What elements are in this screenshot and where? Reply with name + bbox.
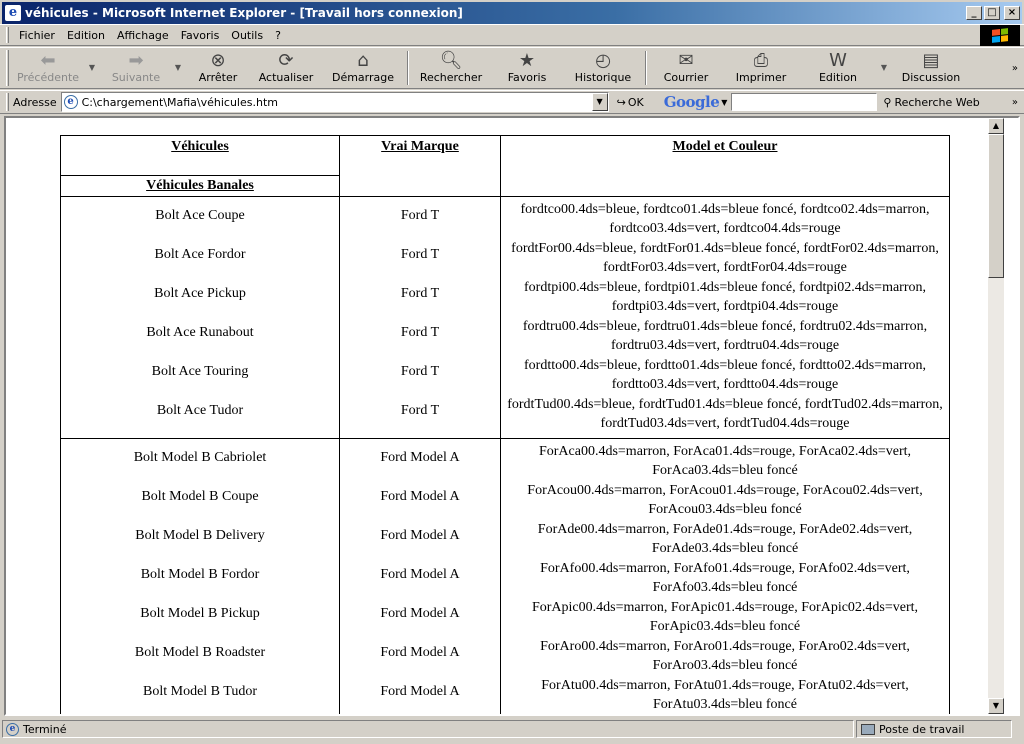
- vehicle-brand-cell: Ford Model A: [380, 567, 460, 582]
- subheader-banales: Véhicules Banales: [61, 176, 340, 197]
- title-bar[interactable]: [0, 0, 1024, 24]
- status-bar: [0, 718, 1024, 740]
- vehicle-colors-cell: ForAfo00.4ds=marron, ForAfo01.4ds=rouge, ForAfo02.4ds=vert, ForAfo03.4ds=bleu foncé: [540, 561, 910, 595]
- maximize-button[interactable]: □: [984, 6, 1000, 20]
- back-arrow-icon: ⬅: [40, 49, 56, 71]
- standard-toolbar: [0, 47, 1024, 89]
- vehicle-name-cell: Bolt Ace Runabout: [146, 325, 254, 340]
- google-logo[interactable]: Google: [663, 93, 720, 111]
- vehicle-brand-cell: Ford Model A: [380, 489, 460, 504]
- page-viewport: [4, 116, 1020, 716]
- stop-button[interactable]: [187, 49, 249, 87]
- menu-bar: [0, 24, 1024, 46]
- edit-dropdown-icon[interactable]: ▼: [880, 63, 887, 72]
- vehicles-table: [60, 135, 950, 714]
- page-icon: e: [64, 95, 78, 109]
- vehicle-brand-cell: Ford Model A: [380, 528, 460, 543]
- vehicle-brand-cell: Ford Model A: [380, 645, 460, 660]
- go-button[interactable]: [617, 96, 644, 109]
- forward-button[interactable]: [103, 49, 181, 87]
- vehicle-name-cell: Bolt Model B Fordor: [140, 567, 260, 582]
- toolbar-more-icon[interactable]: »: [1011, 62, 1018, 74]
- vehicle-colors-cell: ForAcou00.4ds=marron, ForAcou01.4ds=rouge, ForAcou02.4ds=vert, ForAcou03.4ds=bleu foncé: [527, 483, 923, 517]
- mail-button[interactable]: [651, 49, 721, 87]
- vehicle-name-cell: Bolt Model B Delivery: [135, 528, 265, 543]
- search-button[interactable]: [413, 49, 489, 87]
- forward-dropdown-icon[interactable]: ▼: [174, 63, 181, 72]
- vehicle-name-cell: Bolt Model B Cabriolet: [133, 450, 267, 465]
- toolbar-separator: [407, 51, 409, 85]
- vehicle-colors-cell: fordtpi00.4ds=bleue, fordtpi01.4ds=bleue foncé, fordtpi02.4ds=marron, fordtpi03.4ds=vert, fordtpi04.4ds=rouge: [524, 280, 926, 314]
- header-vehicles: Véhicules: [61, 136, 340, 176]
- vehicle-name-cell: Bolt Ace Pickup: [154, 286, 246, 301]
- google-search-input[interactable]: [731, 93, 877, 111]
- print-label: Imprimer: [735, 71, 787, 84]
- status-text-area: [2, 720, 854, 738]
- vehicle-brand-cell: Ford T: [400, 208, 440, 223]
- favorites-label: Favoris: [507, 71, 547, 84]
- go-label: OK: [627, 95, 644, 109]
- vehicle-colors-cell: ForAro00.4ds=marron, ForAro01.4ds=rouge, ForAro02.4ds=vert, ForAro03.4ds=bleu foncé: [540, 639, 910, 673]
- history-button[interactable]: [565, 49, 641, 87]
- refresh-button[interactable]: [249, 49, 323, 87]
- scroll-up-icon[interactable]: ▲: [988, 118, 1004, 134]
- google-toolbar[interactable]: [664, 93, 728, 111]
- address-dropdown-icon[interactable]: ▼: [592, 93, 608, 111]
- menu-affichage[interactable]: Affichage: [117, 28, 169, 42]
- address-label: Adresse: [13, 95, 57, 109]
- stop-label: Arrêter: [198, 71, 238, 84]
- edit-label: Edition: [818, 71, 858, 84]
- vehicle-brand-cell: Ford T: [400, 286, 440, 301]
- vehicle-name-cell: Bolt Model B Roadster: [134, 645, 266, 660]
- vehicle-colors-cell: ForAtu00.4ds=marron, ForAtu01.4ds=rouge, ForAtu02.4ds=vert, ForAtu03.4ds=bleu foncé: [541, 678, 909, 712]
- vehicle-name-cell: Bolt Ace Coupe: [155, 208, 245, 223]
- close-button[interactable]: ×: [1004, 6, 1020, 20]
- edit-button[interactable]: [801, 49, 887, 87]
- go-arrow-icon: ↪: [616, 95, 626, 109]
- stop-icon: ⊗: [210, 49, 226, 71]
- google-search-label: Recherche Web: [894, 95, 980, 109]
- ie-logo-icon: e: [5, 5, 21, 21]
- back-dropdown-icon[interactable]: ▼: [88, 63, 95, 72]
- group-ford-model-a: [61, 439, 950, 715]
- security-zone: [856, 720, 1012, 738]
- menu-grip[interactable]: [6, 27, 9, 43]
- vehicle-colors-cell: fordtFor00.4ds=bleue, fordtFor01.4ds=bleue foncé, fordtFor02.4ds=marron, fordtFor03.4ds=vert, fordtFor04.4ds=rouge: [511, 241, 939, 275]
- vehicle-colors-cell: fordtTud00.4ds=bleue, fordtTud01.4ds=bleue foncé, fordtTud02.4ds=marron, fordtTud03.4ds=vert, fordtTud04.4ds=rouge: [507, 397, 943, 431]
- header-brand: Vrai Marque: [340, 136, 501, 197]
- discuss-button[interactable]: [891, 49, 971, 87]
- search-label: Rechercher: [419, 71, 483, 84]
- vehicle-name-cell: Bolt Ace Fordor: [154, 247, 246, 262]
- computer-icon: [861, 724, 875, 735]
- vehicle-colors-cell: ForAca00.4ds=marron, ForAca01.4ds=rouge, ForAca02.4ds=vert, ForAca03.4ds=bleu foncé: [538, 444, 912, 478]
- vehicle-brand-cell: Ford Model A: [380, 606, 460, 621]
- vehicle-brand-cell: Ford Model A: [380, 450, 460, 465]
- vehicle-colors-cell: ForApic00.4ds=marron, ForApic01.4ds=rouge, ForApic02.4ds=vert, ForApic03.4ds=bleu foncé: [531, 600, 919, 634]
- address-input[interactable]: [61, 92, 609, 112]
- print-button[interactable]: [721, 49, 801, 87]
- refresh-icon: ⟳: [278, 49, 294, 71]
- vertical-scrollbar[interactable]: [988, 118, 1004, 714]
- zone-label: Poste de travail: [879, 722, 965, 736]
- history-icon: ◴: [595, 49, 611, 71]
- google-dropdown-icon[interactable]: ▼: [721, 97, 728, 107]
- word-icon: W: [829, 49, 847, 71]
- favorites-button[interactable]: [489, 49, 565, 87]
- menu-help[interactable]: ?: [275, 28, 281, 42]
- scroll-thumb[interactable]: [988, 134, 1004, 278]
- address-bar: [0, 90, 1024, 114]
- vehicle-name-cell: Bolt Ace Touring: [151, 364, 249, 379]
- menu-edition[interactable]: Edition: [66, 28, 106, 42]
- favorites-icon: ★: [518, 49, 536, 71]
- mail-icon: ✉: [678, 49, 694, 71]
- back-button[interactable]: [13, 49, 95, 87]
- vehicle-brand-cell: Ford T: [400, 364, 440, 379]
- page-content: [6, 118, 1004, 714]
- vehicle-name-cell: Bolt Model B Pickup: [140, 606, 260, 621]
- printer-icon: ⎙: [753, 49, 769, 71]
- vehicle-name-cell: Bolt Model B Coupe: [141, 489, 259, 504]
- toolbar-separator: [645, 51, 647, 85]
- refresh-label: Actualiser: [258, 71, 314, 84]
- toolbar-grip[interactable]: [6, 50, 9, 86]
- vehicle-brand-cell: Ford T: [400, 325, 440, 340]
- vehicle-brand-cell: Ford T: [400, 247, 440, 262]
- menu-fichier[interactable]: Fichier: [19, 28, 55, 42]
- vehicle-colors-cell: ForAde00.4ds=marron, ForAde01.4ds=rouge, ForAde02.4ds=vert, ForAde03.4ds=bleu foncé: [537, 522, 913, 556]
- discuss-label: Discussion: [901, 71, 961, 84]
- vehicle-name-cell: Bolt Ace Tudor: [156, 403, 244, 418]
- search-icon: 🔍︎: [439, 49, 463, 71]
- scroll-down-icon[interactable]: ▼: [988, 698, 1004, 714]
- discussion-icon: ▤: [922, 49, 940, 71]
- forward-label: Suivante: [111, 71, 161, 84]
- home-label: Démarrage: [331, 71, 395, 84]
- binoculars-icon: ⚲: [883, 95, 892, 109]
- history-label: Historique: [574, 71, 632, 84]
- home-icon: ⌂: [357, 49, 369, 71]
- google-search-button[interactable]: [883, 96, 979, 109]
- forward-arrow-icon: ➡: [128, 49, 144, 71]
- windows-logo-icon: [980, 25, 1020, 46]
- window-title: véhicules - Microsoft Internet Explorer - [Travail hors connexion]: [25, 6, 463, 20]
- vehicle-colors-cell: fordtto00.4ds=bleue, fordtto01.4ds=bleue foncé, fordtto02.4ds=marron, fordtto03.4ds=vert, fordtto04.4ds=rouge: [524, 358, 926, 392]
- vehicle-colors-cell: fordtru00.4ds=bleue, fordtru01.4ds=bleue foncé, fordtru02.4ds=marron, fordtru03.4ds=vert, fordtru04.4ds=rouge: [522, 319, 928, 353]
- page-status-icon: e: [6, 723, 19, 736]
- mail-label: Courrier: [663, 71, 709, 84]
- vehicle-name-cell: Bolt Model B Tudor: [143, 684, 257, 699]
- address-value[interactable]: C:\chargement\Mafia\véhicules.htm: [81, 95, 278, 109]
- menu-outils[interactable]: Outils: [231, 28, 264, 42]
- address-grip[interactable]: [6, 93, 9, 111]
- status-text: Terminé: [23, 722, 67, 736]
- menu-favoris[interactable]: Favoris: [180, 28, 220, 42]
- home-button[interactable]: [323, 49, 403, 87]
- address-more-icon[interactable]: »: [1011, 96, 1018, 108]
- header-model: Model et Couleur: [501, 136, 950, 197]
- vehicle-brand-cell: Ford T: [400, 403, 440, 418]
- vehicle-brand-cell: Ford Model A: [380, 684, 460, 699]
- minimize-button[interactable]: _: [966, 6, 982, 20]
- back-label: Précédente: [16, 71, 80, 84]
- group-ford-t: [61, 197, 950, 439]
- vehicle-colors-cell: fordtco00.4ds=bleue, fordtco01.4ds=bleue foncé, fordtco02.4ds=marron, fordtco03.4ds=vert, fordtco04.4ds=rouge: [520, 202, 930, 236]
